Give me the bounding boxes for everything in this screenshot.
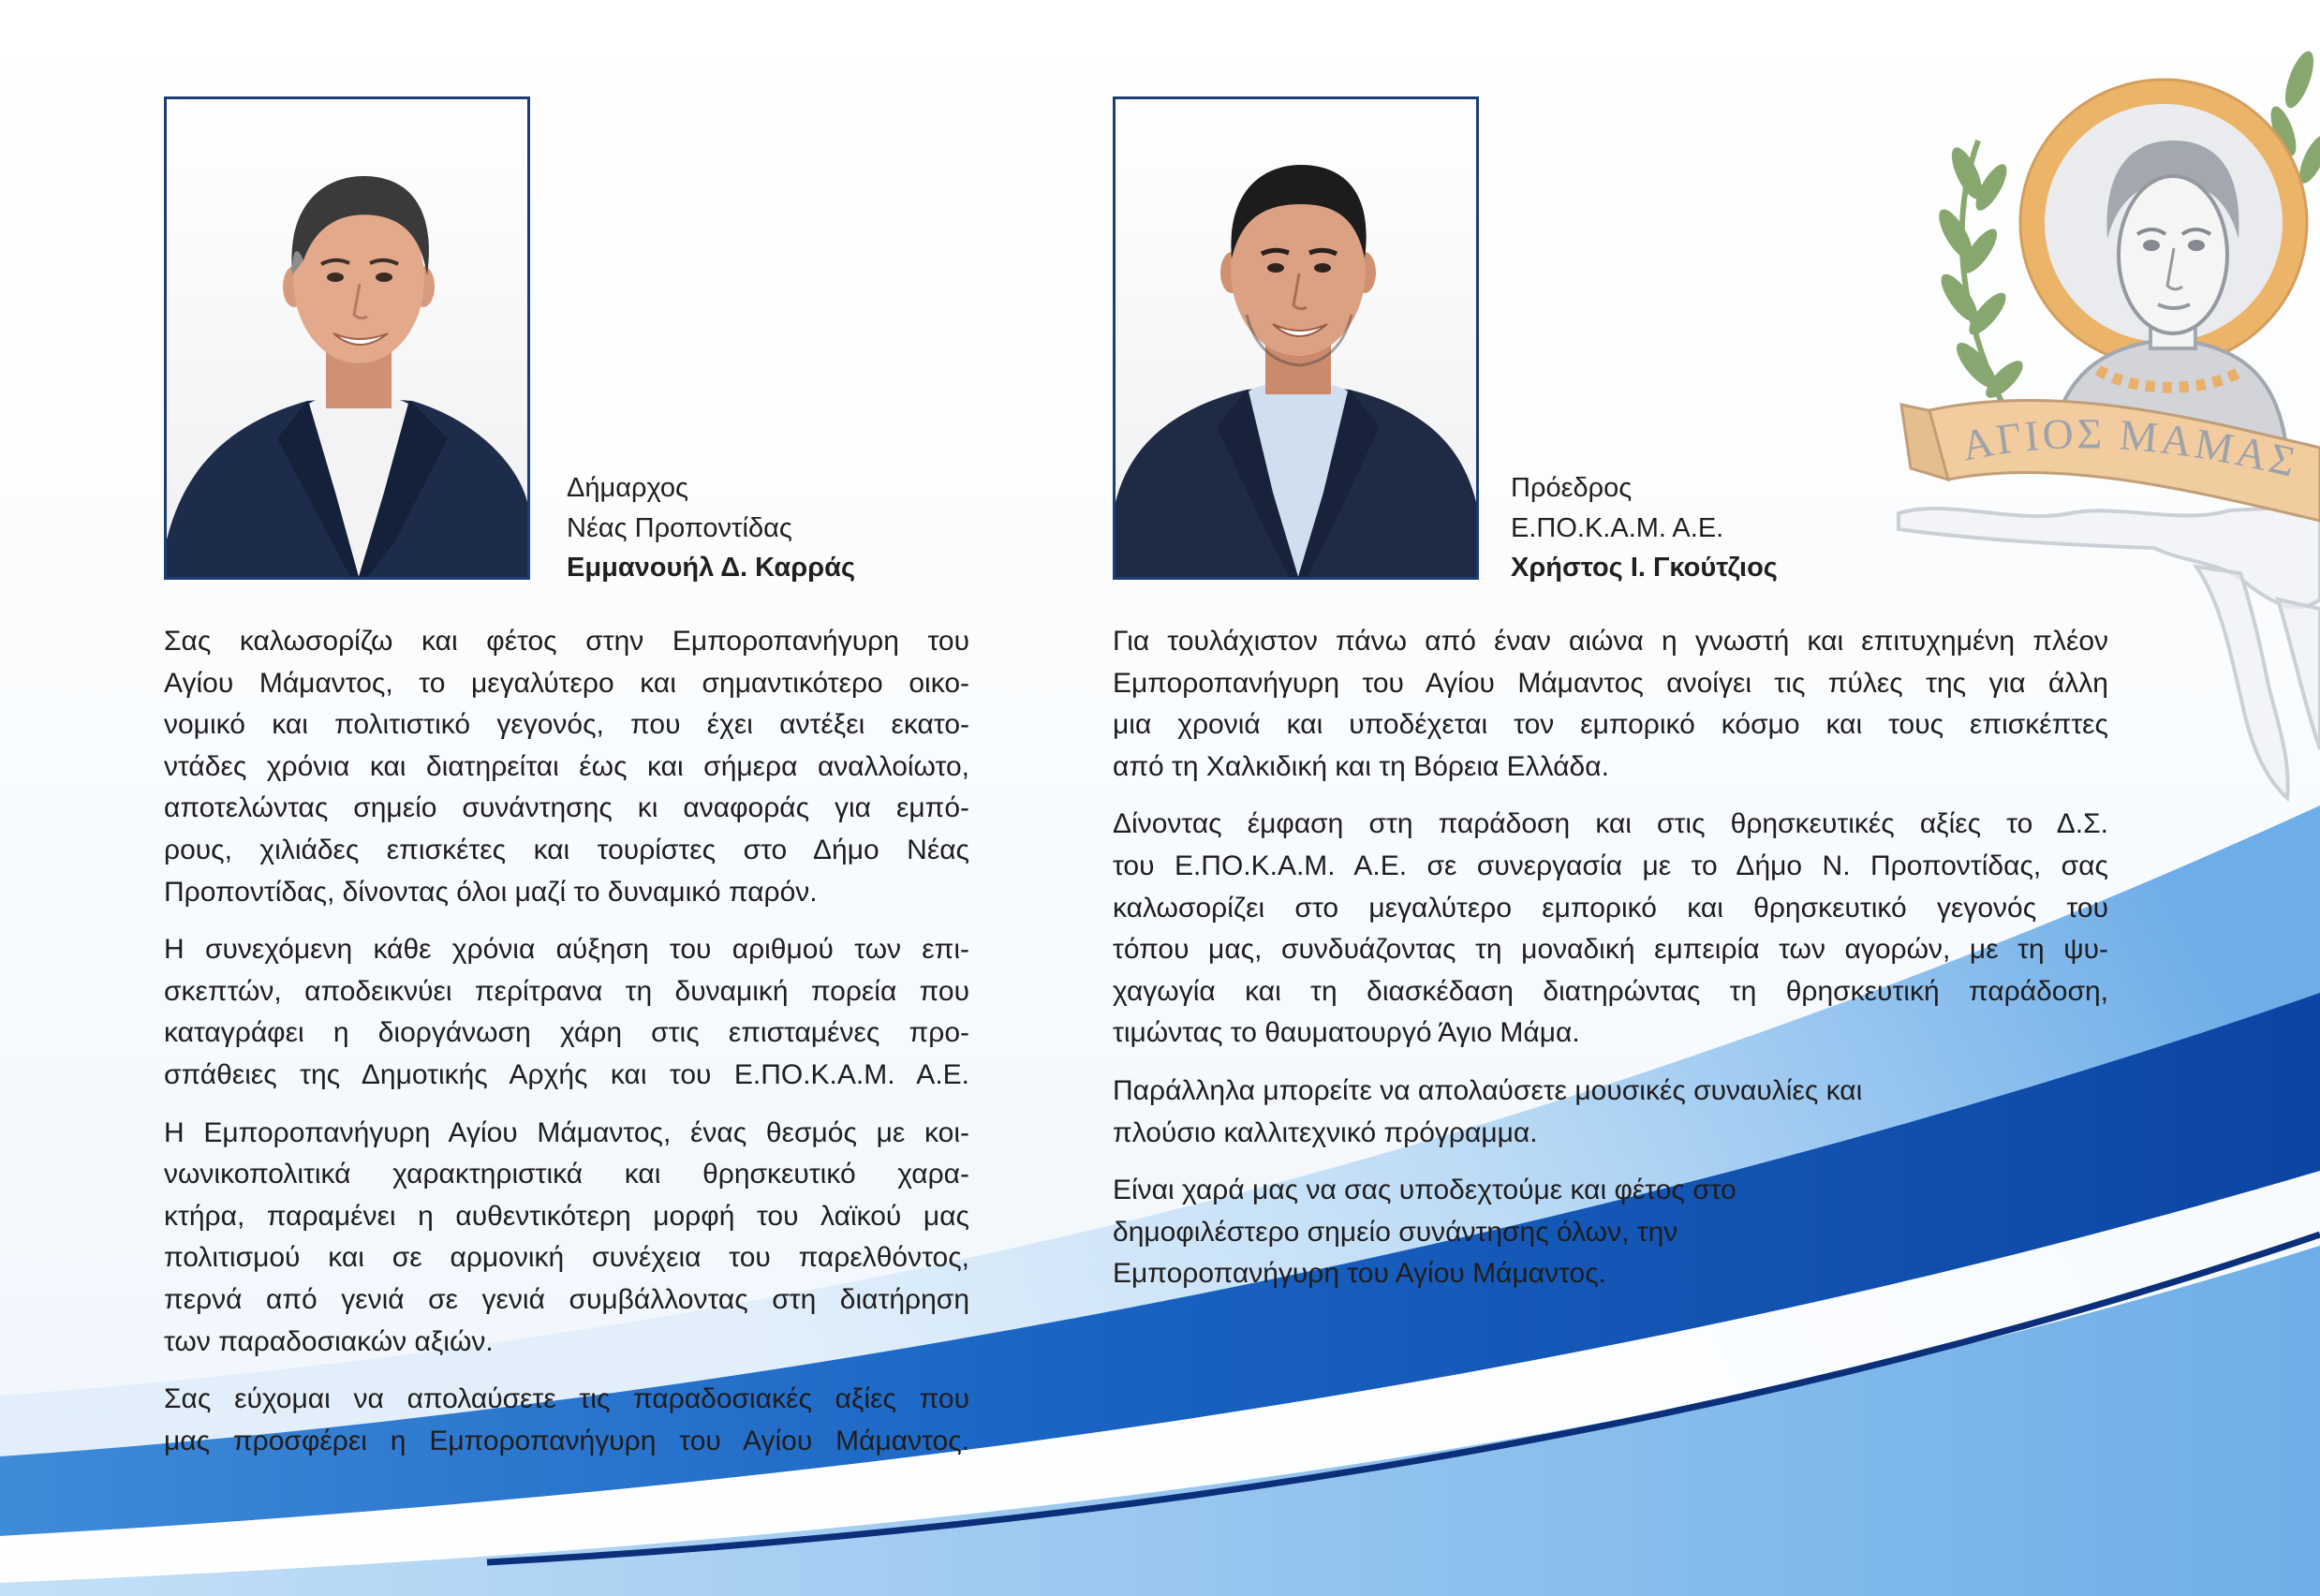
text-line: δημοφιλέστερο σημείο συνάντησης όλων, την — [1113, 1216, 1678, 1248]
text-line: κτήρα, παραμένει η αυθεντικότερη μορφή του λαϊκού μας — [164, 1200, 969, 1232]
president-photo — [1116, 99, 1476, 577]
mayor-caption — [567, 468, 855, 588]
caption-name: Εμμανουήλ Δ. Καρράς — [567, 553, 856, 584]
text-line: Η συνεχόμενη κάθε χρόνια αύξηση του αριθμού των επι- — [164, 934, 969, 966]
mayor-portrait — [164, 96, 530, 580]
caption-title: Δήμαρχος — [567, 473, 689, 503]
text-line: Παράλληλα μπορείτε να απολαύσετε μουσικές συναυλίες και — [1113, 1074, 1863, 1106]
text-line: τιμώντας το θαυματουργό Άγιο Μάμα. — [1113, 1017, 1580, 1049]
caption-name: Χρήστος Ι. Γκούτζιος — [1511, 553, 1778, 584]
text-line: Η Εμποροπανήγυρη Αγίου Μάμαντος, ένας θεσμός με κοι- — [164, 1116, 969, 1148]
text-line: ντάδες χρόνια και διατηρείται έως και σήμερα αναλλοίωτο, — [164, 750, 969, 782]
text-line: Προποντίδας, δίνοντας όλοι μαζί το δυναμικό παρόν. — [164, 876, 818, 908]
text-line: Για τουλάχιστον πάνω από έναν αιώνα η γνωστή και επιτυχημένη πλέον — [1113, 626, 2108, 657]
president-paragraph-4 — [1113, 1170, 2108, 1295]
text-line: χαγωγία και τη διασκέδαση διατηρώντας τη θρησκευτική παράδοση, — [1113, 975, 2108, 1007]
text-line: Αγίου Μάμαντος, το μεγαλύτερο και σημαντικότερο οικο- — [164, 667, 969, 699]
text-line: νωνικοπολιτικά χαρακτηριστικά και θρησκευτικό χαρα- — [164, 1159, 969, 1190]
text-line: πλούσιο καλλιτεχνικό πρόγραμμα. — [1113, 1116, 1538, 1148]
text-line: αποτελώντας σημείο συνάντησης κι αναφοράς για εμπό- — [164, 792, 969, 824]
text-line: από τη Χαλκιδική και τη Βόρεια Ελλάδα. — [1113, 750, 1609, 782]
mayor-photo — [167, 99, 527, 577]
banner-text: ΑΓΙΟΣ ΜΑΜΑΣ — [1958, 409, 2303, 487]
mayor-paragraph-1 — [164, 621, 969, 913]
caption-organization: Νέας Προποντίδας — [567, 512, 792, 543]
text-line: σκεπτών, αποδεικνύει περίτρανα τη δυναμική πορεία που — [164, 975, 969, 1007]
text-line: των παραδοσιακών αξιών. — [164, 1325, 494, 1357]
text-line: μας προσφέρει η Εμποροπανήγυρη του Αγίου Μάμαντος. — [164, 1425, 969, 1456]
mayor-paragraph-2 — [164, 929, 969, 1096]
text-line: περνά από γενιά σε γενιά συμβάλλοντας στη διατήρηση — [164, 1283, 969, 1315]
president-paragraph-1 — [1113, 621, 2108, 788]
mayor-message — [164, 621, 969, 1478]
text-line: Σας καλωσορίζω και φέτος στην Εμποροπανήγυρη του — [164, 626, 969, 657]
text-line: πολιτισμού και σε αρμονική συνέχεια του παρελθόντος, — [164, 1242, 969, 1274]
text-line: μια χρονιά και υποδέχεται τον εμπορικό κόσμο και τους επισκέπτες — [1113, 709, 2108, 741]
text-line: νομικό και πολιτιστικό γεγονός, που έχει αντέξει εκατο- — [164, 709, 969, 741]
caption-title: Πρόεδρος — [1511, 473, 1633, 503]
mayor-paragraph-3 — [164, 1113, 969, 1364]
text-line: τόπου μας, συνδυάζοντας τη μοναδική εμπειρία των αγορών, με τη ψυ- — [1113, 934, 2108, 966]
text-line: ρους, χιλιάδες επισκέτες και τουρίστες στο Δήμο Νέας — [164, 834, 969, 865]
president-portrait — [1113, 96, 1479, 580]
text-line: Είναι χαρά μας να σας υποδεχτούμε και φέτος στο — [1113, 1175, 1736, 1206]
caption-organization: Ε.ΠΟ.Κ.Α.Μ. Α.Ε. — [1511, 512, 1724, 543]
text-line: του Ε.ΠΟ.Κ.Α.Μ. Α.Ε. σε συνεργασία με το Δήμο Ν. Προποντίδας, σας — [1113, 850, 2108, 881]
text-line: Εμποροπανήγυρη του Αγίου Μάμαντος. — [1113, 1258, 1606, 1290]
text-line: Εμποροπανήγυρη του Αγίου Μάμαντος ανοίγει τις πύλες της για άλλη — [1113, 667, 2108, 699]
text-line: σπάθειες της Δημοτικής Αρχής και του Ε.ΠΟ.Κ.Α.Μ. Α.Ε. — [164, 1058, 969, 1090]
president-message — [1113, 621, 2108, 1311]
president-paragraph-3 — [1113, 1071, 2108, 1154]
text-line: Δίνοντας έμφαση στη παράδοση και στις θρησκευτικές αξίες το Δ.Σ. — [1113, 808, 2108, 840]
president-caption — [1511, 468, 1778, 588]
mayor-paragraph-4 — [164, 1379, 969, 1462]
text-line: καλωσορίζει στο μεγαλύτερο εμπορικό και θρησκευτικό γεγονός του — [1113, 892, 2108, 924]
text-line: Σας εύχομαι να απολαύσετε τις παραδοσιακές αξίες που — [164, 1383, 969, 1415]
text-line: καταγράφει η διοργάνωση χάρη στις επισταμένες προ- — [164, 1017, 969, 1049]
president-paragraph-2 — [1113, 804, 2108, 1055]
